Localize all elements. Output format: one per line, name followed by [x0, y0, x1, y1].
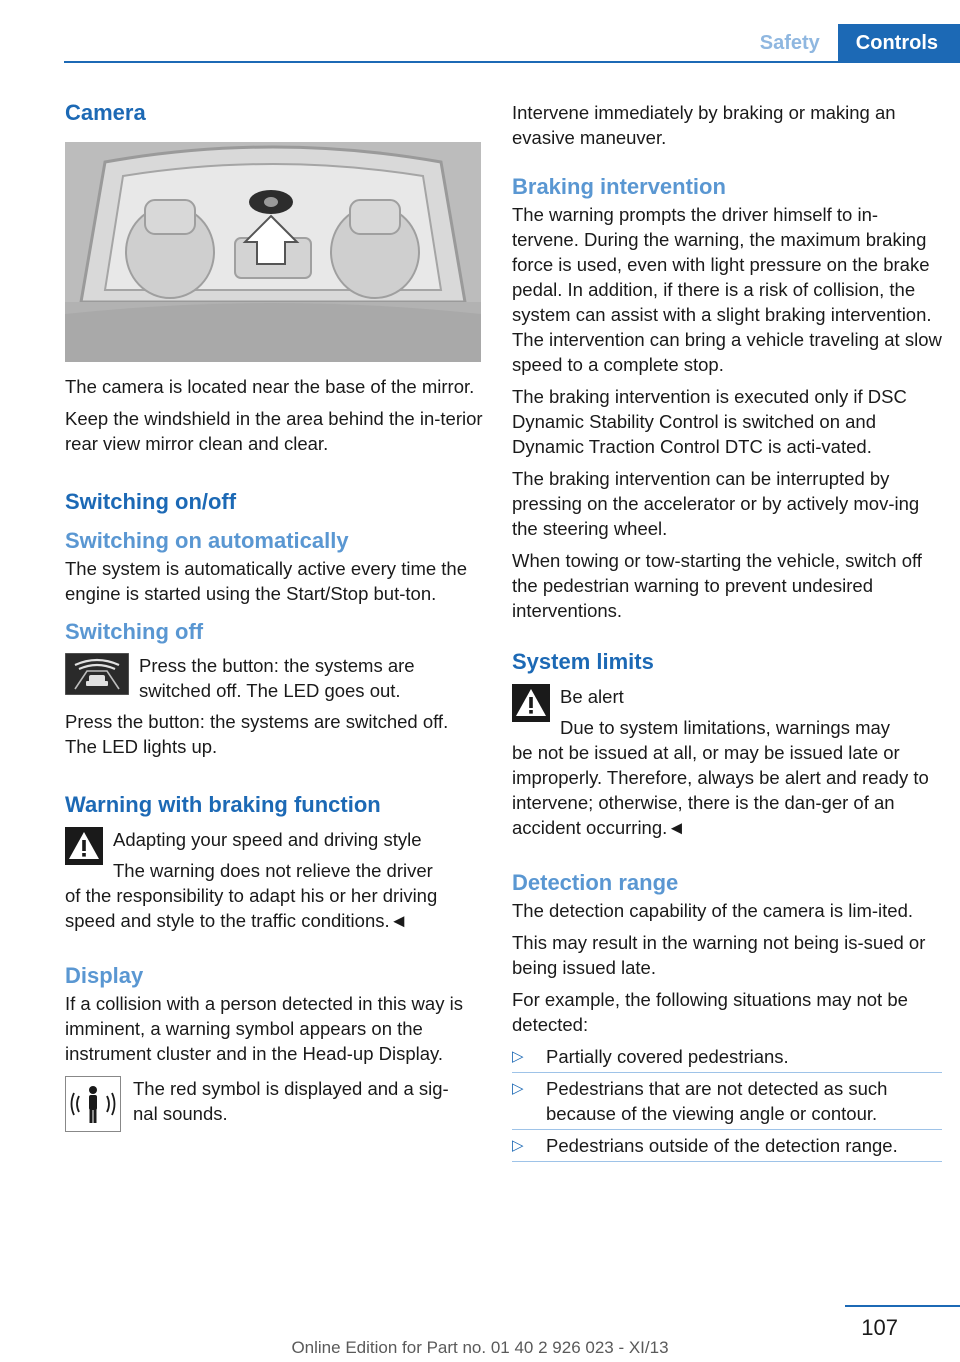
braking-text-1: The warning prompts the driver himself to in-tervene. During the warning, the maximum braking force is used, even with light pressure on the brake pedal. In addition, if there is a risk of collision, the system can assist with a slight braking intervention. The intervention can bring a vehicle traveling at slow speed to a complete stop. — [512, 204, 942, 375]
warning-caution-line: The warning does not relieve the driver — [113, 860, 433, 881]
limits-caution-title: Be alert — [560, 686, 624, 707]
system-limits-heading: System limits — [512, 649, 654, 674]
limits-caution-text: be not be issued at all, or may be issued late or improperly. Therefore, always be alert and ready to intervene; otherwise, there is the dan-ger of an accident occurring.◄ — [512, 742, 929, 838]
warning-heading: Warning with braking function — [65, 792, 381, 817]
header-rule — [64, 61, 960, 63]
braking-heading: Braking intervention — [512, 174, 726, 199]
switching-auto-text: The system is automatically active every time the engine is started using the Start/Stop but-ton. — [65, 558, 468, 604]
caution-triangle-icon — [512, 684, 550, 722]
warning-caution-text: of the responsibility to adapt his or her driving speed and style to the traffic conditions.◄ — [65, 885, 438, 931]
display-symbol-row — [65, 1076, 483, 1137]
switching-heading: Switching on/off — [65, 489, 237, 514]
warning-caution-row — [65, 827, 483, 883]
warning-caution-title: Adapting your speed and driving style — [113, 829, 422, 850]
detection-bullet-list — [512, 1044, 942, 1158]
tab-controls[interactable]: Controls — [838, 24, 960, 62]
braking-text-3: The braking intervention can be interrupted by pressing on the accelerator or by actively mov-ing the steering wheel. — [512, 468, 920, 539]
switching-off-heading: Switching off — [65, 619, 204, 644]
switching-off-row — [65, 653, 483, 703]
camera-heading: Camera — [65, 100, 146, 125]
right-column — [512, 100, 942, 1165]
list-item: ▷ Pedestrians that are not detected as such because of the viewing angle or contour. — [512, 1076, 942, 1126]
footer-rule — [845, 1305, 960, 1307]
detection-text-1: The detection capability of the camera is lim-ited. — [512, 900, 914, 921]
header-tabs — [742, 24, 960, 62]
display-heading: Display — [65, 963, 144, 988]
tab-safety[interactable]: Safety — [742, 24, 838, 62]
display-symbol-text: The red symbol is displayed and a sig-nal sounds. — [133, 1078, 449, 1124]
pedestrian-warning-icon — [65, 1076, 121, 1137]
limits-caution-row — [512, 684, 942, 740]
car-interior-illustration — [65, 142, 481, 362]
display-text: If a collision with a person detected in this way is imminent, a warning symbol appears on the instrument cluster and in the Head-up Display. — [65, 993, 463, 1064]
camera-location-text: The camera is located near the base of the mirror. — [65, 376, 475, 397]
warning-triangle-icon — [65, 827, 103, 865]
driver-assist-button-icon — [65, 653, 129, 700]
detection-range-heading: Detection range — [512, 870, 679, 895]
windshield-text: Keep the windshield in the area behind the in-terior rear view mirror clean and clear. — [65, 408, 483, 454]
switching-off-text: Press the button: the systems are switched off. The LED lights up. — [65, 711, 449, 757]
page-number: 107 — [861, 1315, 898, 1340]
switching-off-icon-text: Press the button: the systems are switched off. The LED goes out. — [139, 655, 415, 701]
bullet-triangle-icon: ▷ — [512, 1048, 524, 1065]
detection-text-2: This may result in the warning not being is-sued or being issued late. — [512, 932, 926, 978]
list-item: ▷ Pedestrians outside of the detection range. — [512, 1133, 942, 1158]
bullet-triangle-icon: ▷ — [512, 1137, 524, 1154]
braking-text-2: The braking intervention is executed only if DSC Dynamic Stability Control is switched on and Dynamic Traction Control DTC is acti-vated. — [512, 386, 907, 457]
list-item: ▷ Partially covered pedestrians. — [512, 1044, 942, 1069]
detection-text-3: For example, the following situations may not be detected: — [512, 989, 908, 1035]
bullet-triangle-icon: ▷ — [512, 1080, 524, 1097]
braking-text-4: When towing or tow-starting the vehicle, switch off the pedestrian warning to prevent undesired interventions. — [512, 550, 922, 621]
limits-caution-line: Due to system limitations, warnings may — [560, 717, 891, 738]
camera-illustration — [65, 142, 481, 362]
switching-auto-heading: Switching on automatically — [65, 528, 349, 553]
left-column — [65, 100, 483, 1137]
intervene-text: Intervene immediately by braking or making an evasive maneuver. — [512, 102, 896, 148]
edition-footer: Online Edition for Part no. 01 40 2 926 023 - XI/13 — [291, 1338, 669, 1357]
